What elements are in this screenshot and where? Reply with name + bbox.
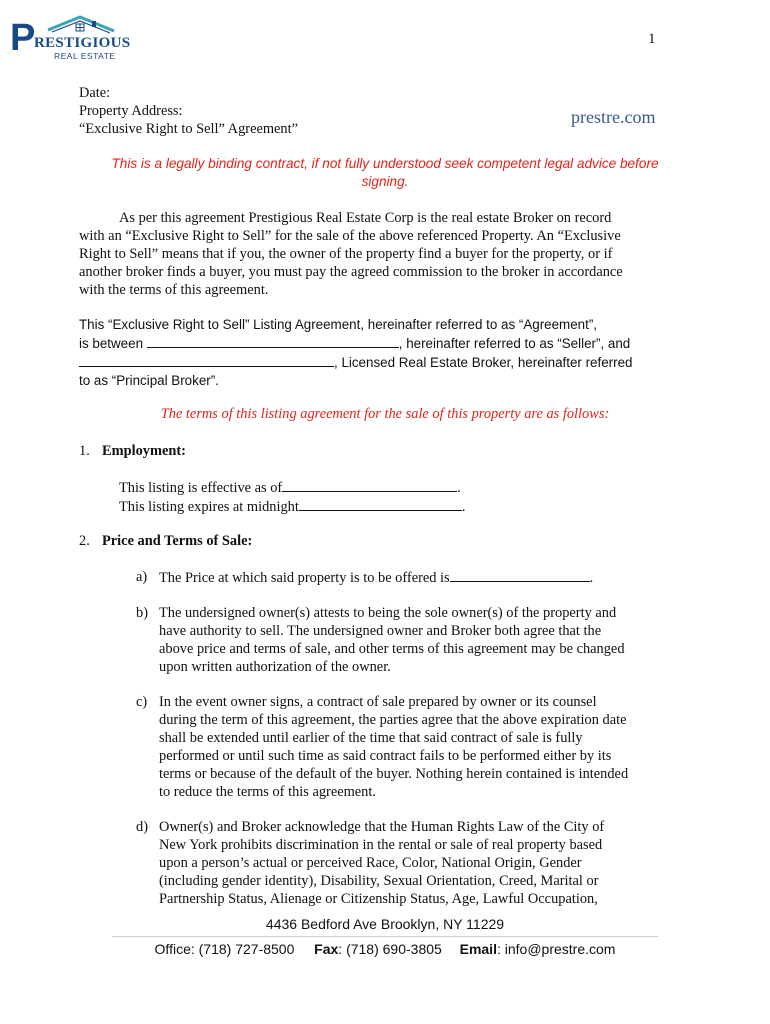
date-label: Date:: [79, 85, 111, 101]
intro-line: Right to Sell” means that if you, the owner of the property find a buyer for the property, or if: [79, 246, 613, 262]
clause-line: shall be extended until earlier of the time that said contract of sale is fully: [159, 730, 583, 746]
office-phone[interactable]: (718) 727-8500: [194, 941, 295, 957]
section-title: Price and Terms of Sale:: [102, 533, 253, 549]
parties-between-label: is between: [79, 336, 147, 351]
parties-seller-label: , hereinafter referred to as “Seller”, and: [398, 336, 631, 351]
footer-contact: [40, 940, 730, 958]
clause-line: performed or until such time as said contract fails to be performed either by its: [159, 748, 612, 764]
email-label: Email: [459, 941, 497, 957]
footer-divider: [112, 936, 658, 937]
legal-warning-line: signing.: [361, 174, 409, 189]
clause-line: have authority to sell. The undersigned owner and Broker both agree that the: [159, 623, 602, 639]
company-logo: [10, 14, 135, 64]
expiration-date-line: [119, 497, 465, 516]
clause-letter: b): [136, 605, 148, 621]
header-info: [79, 84, 298, 138]
logo-brand-name: RESTIGIOUS: [34, 35, 131, 51]
clause-line: Partnership Status, Alienage or Citizenship Status, Age, Lawful Occupation,: [159, 891, 598, 907]
broker-name-field[interactable]: [79, 353, 334, 367]
period: .: [457, 480, 461, 496]
parties-paragraph: [79, 316, 632, 390]
clause-line: upon a person’s actual or perceived Race, Color, National Origin, Gender: [159, 855, 582, 871]
page-number: 1: [648, 31, 656, 47]
clause-c: [136, 693, 628, 801]
intro-line: with the terms of this agreement.: [79, 282, 269, 298]
agreement-title: “Exclusive Right to Sell” Agreement”: [79, 121, 298, 137]
terms-intro: The terms of this listing agreement for the sale of this property are as follows:: [160, 406, 610, 422]
section-price-terms: [79, 532, 699, 550]
parties-line: This “Exclusive Right to Sell” Listing Agreement, hereinafter referred to as “Agreement”,: [79, 317, 597, 332]
footer-address: 4436 Bedford Ave Brooklyn, NY 11229: [265, 916, 505, 932]
seller-name-field[interactable]: [147, 334, 399, 348]
logo-letter-p: P: [10, 17, 36, 59]
section-title: Employment:: [102, 443, 186, 459]
fax-label: Fax: [314, 941, 339, 957]
clause-letter: a): [136, 569, 148, 585]
clause-line: In the event owner signs, a contract of sale prepared by owner or its counsel: [159, 694, 597, 710]
expiration-date-field[interactable]: [299, 497, 462, 511]
effective-date-label: This listing is effective as of: [119, 480, 283, 496]
intro-line: As per this agreement Prestigious Real Estate Corp is the real estate Broker on record: [119, 210, 612, 226]
clause-line: terms or because of the default of the buyer. Nothing herein contained is intended: [159, 766, 629, 782]
effective-date-field[interactable]: [282, 478, 457, 492]
clause-letter: c): [136, 694, 148, 710]
clause-line: New York prohibits discrimination in the rental or sale of real property based: [159, 837, 603, 853]
price-field[interactable]: [450, 568, 590, 582]
clause-a: [136, 568, 593, 587]
email-address[interactable]: : info@prestre.com: [496, 941, 616, 957]
logo-tagline: REAL ESTATE: [54, 51, 116, 61]
clause-b: [136, 604, 625, 676]
parties-line: [79, 353, 632, 372]
parties-line: [79, 334, 632, 353]
clause-line: Owner(s) and Broker acknowledge that the Human Rights Law of the City of: [159, 819, 605, 835]
section-number: 1.: [79, 443, 90, 459]
intro-line: another broker finds a buyer, you must pay the agreed commission to the broker in accordance: [79, 264, 623, 280]
clause-line: (including gender identity), Disability, Sexual Orientation, Creed, Marital or: [159, 873, 599, 889]
clause-line: above price and terms of sale, and other terms of this agreement may be changed: [159, 641, 625, 657]
listing-dates: [119, 478, 465, 516]
fax-number: : (718) 690-3805: [338, 941, 442, 957]
clause-line: to reduce the terms of this agreement.: [159, 784, 376, 800]
period: .: [589, 570, 594, 586]
clause-d: [136, 818, 604, 908]
intro-line: with an “Exclusive Right to Sell” for the sale of the above referenced Property. An “Exclusive: [79, 228, 621, 244]
effective-date-line: [119, 478, 465, 497]
parties-broker-label: , Licensed Real Estate Broker, hereinafter referred: [334, 355, 633, 370]
office-label: Office:: [154, 941, 195, 957]
period: .: [461, 499, 466, 515]
legal-warning: [40, 155, 730, 191]
clause-line: The undersigned owner(s) attests to being the sole owner(s) of the property and: [159, 605, 617, 621]
intro-paragraph: [79, 209, 623, 299]
section-number: 2.: [79, 533, 90, 549]
clause-letter: d): [136, 819, 148, 835]
clause-line: during the term of this agreement, the parties agree that the above expiration date: [159, 712, 627, 728]
parties-line: to as “Principal Broker”.: [79, 373, 219, 388]
legal-warning-line: This is a legally binding contract, if not fully understood seek competent legal advice before: [111, 156, 659, 171]
expiration-date-label: This listing expires at midnight: [119, 499, 299, 515]
property-address-label: Property Address:: [79, 103, 183, 119]
section-employment: [79, 442, 699, 460]
clause-line: upon written authorization of the owner.: [159, 659, 391, 675]
clause-text: The Price at which said property is to be offered is: [159, 570, 450, 586]
website-link[interactable]: prestre.com: [571, 107, 656, 127]
